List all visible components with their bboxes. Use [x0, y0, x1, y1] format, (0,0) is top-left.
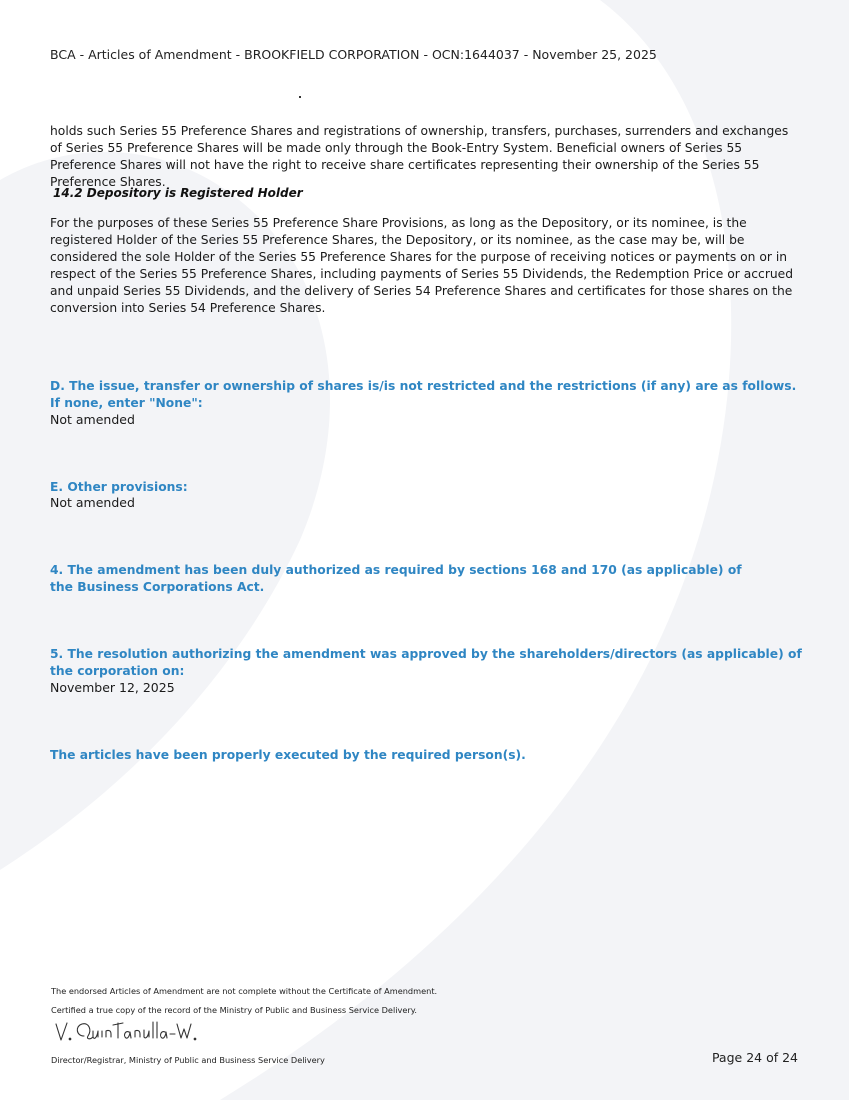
footer-signatory-title: Director/Registrar, Ministry of Public and Business Service Delivery — [51, 1055, 325, 1065]
item-4-statement: 4. The amendment has been duly authorized as required by sections 168 and 170 (as applicable) of the Business Corporations Act. — [50, 563, 742, 594]
section-14-2-heading: 14.2 Depository is Registered Holder — [53, 186, 303, 200]
handwritten-signature-icon — [52, 1018, 202, 1048]
section-14-2-body: For the purposes of these Series 55 Preference Share Provisions, as long as the Depository, or its nominee, is the registered Holder of the Series 55 Preference Shares, the Depository, or its nominee, as the case may be, will be considered the sole Holder of the Series 55 Preference Shares for the purpose of receiving notices or payments on or in respect of the Series 55 Preference Shares, including payments of Series 55 Dividends, the Redemption Price or accrued and unpaid Series 55 Dividends, and the delivery of Series 54 Preference Shares and certificates for those shares on the conversion into Series 54 Preference Shares. — [50, 216, 794, 315]
continuation-paragraph: holds such Series 55 Preference Shares and registrations of ownership, transfers, purchases, surrenders and exchanges of Series 55 Preference Shares will be made only through the Book-Entry System. Beneficial owners of Series 55 Preference Shares will not have the right to receive share certificates representing their ownership of the Series 55 Preference Shares. — [50, 124, 789, 189]
item-d-answer: Not amended — [50, 412, 135, 427]
item-d-question: D. The issue, transfer or ownership of shares is/is not restricted and the restrictions (if any) are as follows. If none, enter "None": — [50, 379, 797, 410]
footer-certification: Certified a true copy of the record of the Ministry of Public and Business Service Delivery. — [51, 1005, 418, 1015]
footer-notice: The endorsed Articles of Amendment are not complete without the Certificate of Amendment. — [51, 986, 438, 996]
document-header: BCA - Articles of Amendment - BROOKFIELD CORPORATION - OCN:1644037 - November 25, 2025 — [50, 47, 657, 62]
page-number: Page 24 of 24 — [711, 1050, 798, 1065]
item-e-answer: Not amended — [50, 495, 135, 510]
item-e-question: E. Other provisions: — [50, 480, 188, 494]
item-5-answer: November 12, 2025 — [50, 680, 175, 695]
execution-statement: The articles have been properly executed by the required person(s). — [50, 748, 526, 762]
item-5-question: 5. The resolution authorizing the amendment was approved by the shareholders/directors (as applicable) of the corporation on: — [50, 647, 802, 678]
stray-mark — [299, 96, 301, 98]
